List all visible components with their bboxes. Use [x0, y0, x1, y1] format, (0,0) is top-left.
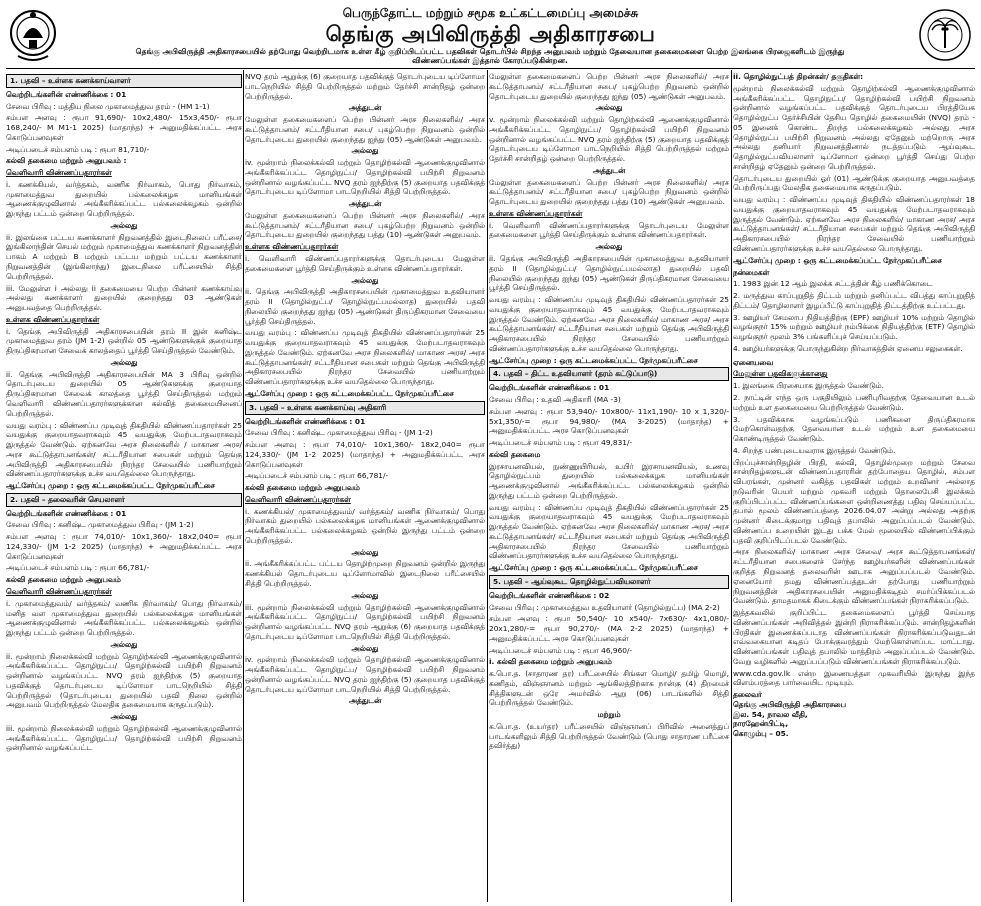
vacancy-count: வெற்றிடங்களின் எண்ணிக்கை : 01	[489, 383, 610, 393]
or-separator: அல்லது	[351, 547, 379, 557]
benefit-item: 1. 1983 இன் 12 ஆம் இலக்க சட்டத்தின் கீழ் பணிக்கொடை	[733, 279, 933, 289]
and-separator: அத்துடன்	[592, 165, 626, 175]
authority-name: தெங்கு அபிவிருத்தி அதிகாரசபை	[325, 22, 656, 46]
qualification-item: i. கணக்கியல், வர்த்தகம், வணிக நிர்வாகம், பொது நிர்வாகம், முகாமைத்துவ துறையில் பல்கலைக்கழக மானியங்கள் ஆணைக்குழுவினால் அங்கீகரிக்கப்பட்ட பல்கலைக்கழகம் ஒன்றில் இருந்து பட்டம் ஒன்றை பெற்றிருத்தல்.	[6, 179, 242, 219]
basic-salary: அடிப்படைச் சம்பளம் படி : ரூபா 49,831/-	[489, 438, 633, 448]
header-rule	[6, 68, 975, 69]
age-limit: வயது வரம்பு : விண்ணப்ப முடிவுத் திகதியில் விண்ணப்பதாரர்கள் 25 வயதுக்கு குறையாதவராகவும் 45 வயதுக்கு மேற்படாதவராகவும் இருத்தல் வேண்டும். ஏற்கனவே அரச நிலைகளில்/ மாகாண அரச/ அரச கூட்டுத்தாபனங்கள்/ சட்டரீதியான சபைகள் மற்றும் தெங்கு அபிவிருத்தி அதிகாரசபையில் நிரந்தர சேவையில் பணியாற்றும் விண்ணப்பதாரர்களுக்கு உச்ச வயதெல்லை பொருந்தாது.	[489, 295, 729, 353]
qualification-item: க.பொ.த. (சாதாரண தர) பரீட்சையில் சிங்கள மொழி/ தமிழ் மொழி, கணிதம், விஞ்ஞானம் மற்றும் ஆங்கிலத்திற்காக நான்கு (4) திறமைச் சித்திகளுடன் ஒரே அமர்வில் ஆறு (06) பாடங்களில் சித்தி பெற்றிருத்தல் வேண்டும்.	[489, 669, 729, 708]
qualification-item: ii. மூன்றாம் நிலைக்கல்வி மற்றும் தொழிற்கல்வி ஆணைக்குழுவினால் அங்கீகரிக்கப்பட்ட தொழிநுட்ப/ தொழிற்கல்வி பயிற்சி நிறுவனம் ஒன்றினால் வழங்கப்பட்ட NVQ தரம் ஐந்திற்கு (5) குறையாத பதவிக்குத் தொடர்புடைய டிப்ளோமா பாடநெறியில் சித்தி பெற்றிருத்தல் (தொடர்புடைய துறையில் பதவி நிலை ஒன்றில் அனுபவம் பெற்றிருத்தல் மேலதிக தகைமையாக கருதப்படும்).	[6, 651, 242, 710]
qualification-item: iv. மூன்றாம் நிலைக்கல்வி மற்றும் தொழிற்கல்வி ஆணைக்குழுவினால் அங்கீகரிக்கப்பட்ட தொழிநுட்ப/ தொழிற்கல்வி பயிற்சி நிறுவனம் ஒன்றினால் வழங்கப்பட்ட NVQ தரம் ஐந்திற்கு (5) குறையாத பதவிக்குத் தொடர்புடைய டிப்ளோமா பாடநெறியில் சித்தி பெற்றிருத்தல்.	[245, 158, 485, 197]
internal-applicants-heading: உள்ளக விண்ணப்பதாரர்கள்	[245, 242, 339, 252]
service-grade: சேவை பிரிவு : மத்திய நிலை முகாமைத்துவ தரம் - (HM 1-1)	[6, 101, 210, 111]
qualifications-heading: கல்வி தகைமை	[489, 449, 541, 459]
recruitment-method: ஆட்சேர்ப்பு முறை : ஒரு கட்டமைக்கப்பட்ட நேர்முகப்பரீட்சை	[489, 563, 698, 573]
or-separator: அல்லது	[351, 275, 379, 285]
column-divider	[487, 70, 488, 902]
address-line: இல. 54, நாவல வீதி,	[733, 709, 808, 719]
service-grade: சேவை பிரிவு : கனிஷ்ட முகாமைத்துவ பிரிவு - (JM 1-2)	[6, 520, 194, 530]
and-separator: அத்துடன்	[348, 199, 382, 209]
qualification-item: v. மூன்றாம் நிலைக்கல்வி மற்றும் தொழிற்கல்வி ஆணைக்குழுவினால் அங்கீகரிக்கப்பட்ட தொழிநுட்ப/ தொழிற்கல்வி பயிற்சி நிறுவனம் ஒன்றினால் வழங்கப்பட்ட NVQ தரம் ஐந்திற்கு (5) குறையாத பதவிக்குத் தொடர்புடைய டிப்ளோமா பாடநெறியில் சித்தி பெற்றிருத்தல் மற்றும் தேர்ச்சி சான்றிதழ் ஒன்றை பெற்றிருத்தல்.	[489, 115, 729, 164]
salary-scale: சம்பள அளவு : ரூபா 91,690/- 10x2,480/- 15x3,450/- ரூபா 168,240/- M M1-1 2025) (மாதாந்த) + அனுமதிக்கப்பட்ட அரச கொடுப்பனவுகள்	[6, 113, 242, 142]
intro-line-2: விண்ணப்பங்கள் இத்தால் கோரப்படுகின்றன.	[412, 56, 568, 66]
qualifications-heading: கல்வி தகைமை மற்றும் அனுபவம்	[6, 575, 121, 585]
internal-applicants-heading: உள்ளக விண்ணப்பதாரர்கள்	[6, 314, 100, 324]
salary-scale: சம்பள அளவு : ரூபா 50,540/- 10 x540/- 7x630/- 4x1,080/- 20x1,280/-= ரூபா 90,270/- (MA 2-2 2025) (மாதாந்த) + அனுமதிக்கப்பட்ட அரச கொடுப்பனவுகள்	[489, 614, 729, 643]
other-heading: ஏனையவை	[733, 357, 774, 367]
signatory-title: தலைவர்	[733, 690, 762, 700]
technical-skills-heading: ii. தொழில்நுட்பத் திறன்கள்/ தகுதிகள்:	[733, 72, 864, 81]
qualification-item: ii. தெங்கு அபிவிருத்தி அதிகாரசபையின் MA 3 பிரிவு ஒன்றில் தொடர்புடைய துறையில் 05 ஆண்டுகளுக்கு குறையாத திருப்திகரமான சேவைக் காலத்தை பூர்த்தி செய்திருத்தல் மற்றும் வெளிவாரி விண்ணப்பதாரர்களுக்கான கல்வித் தகைமையினைப் பெற்றிருத்தல்.	[6, 369, 242, 418]
section-title: 5. பதவி – ஆய்வுகூட தொழில்நுட்பவியலாளர்	[489, 575, 729, 589]
term-item: 2. நாட்டின் எந்த ஒரு பகுதியிலும் பணிபுரிவதற்கு தேவையான உடல் மற்றும் உள தகைமையை பெற்றிருத்தல் வேண்டும்.	[733, 392, 975, 412]
recruitment-method: ஆட்சேர்ப்பு முறை : ஒரு கட்டமைக்கப்பட்ட நேர்முகப்பரீட்சை	[489, 355, 698, 365]
qualification-item: ii. தெங்கு அபிவிருத்தி அதிகாரசபையின் முகாமைத்துவ உதவியாளர் தரம் II (தொழில்நுட்ப/ தொழில்நுட்பமல்லாத) துறையில் பதவி நிலையில் குறைந்தது ஐந்து (05) ஆண்டுகள் திருப்திகரமான சேவையை பூர்த்தி செய்திருத்தல்.	[245, 287, 485, 326]
benefits-heading: நன்மைகள்	[733, 267, 770, 277]
or-separator: அல்லது	[595, 103, 623, 113]
salary-scale: சம்பள அளவு : ரூபா 74,010/- 10x1,360/- 18x2,040= ரூபா 124,330/- (JM 1-2 2025) (மாதாந்த) + அனுமதிக்கப்பட்ட அரச கொடுப்பனவுகள்	[245, 440, 485, 469]
benefit-item: 2. மருத்துவ காப்புறுதித் திட்டம் மற்றும் தனிப்பட்ட விபத்து காப்புறுதித் திட்டம்/ தொழிலாளர் இழப்பீட்டு காப்புறுதித் திட்டத்திற்கு உட்பட்டது.	[733, 291, 975, 310]
qualification-item: மேலுள்ள தகைமைகளைப் பெற்ற பின்னர் அரச நிலைகளில்/ அரச கூட்டுத்தாபனம்/ சட்டரீதியான சபை/ புகழ்பெற்ற நிறுவனம் ஒன்றில் தொடர்புடைய துறையில் குறைந்தது பத்து (10) ஆண்டுகள் அனுபவம்.	[245, 210, 485, 240]
internal-applicants-heading: உள்ளக விண்ணப்பதாரர்கள்	[489, 208, 583, 218]
benefit-item: 4. ஊழியர்களுக்கு பொருந்துகின்ற நிர்வாகத்தின் ஏனைய சலுகைகள்.	[733, 343, 963, 353]
term-item: இத்தகவலில் குறிப்பிட்ட தகைமைகளைப் பூர்த்தி செய்யாத விண்ணப்பங்கள் அறிவித்தல் இன்றி நிராகரிக்கப்படும். சான்றிதழ்களின் பிரதிகள் இணைக்கப்படாத விண்ணப்பங்கள் நிராகரிக்கப்படுவதுடன் எவ்வகையான கடிதப் போக்குவரத்தும் மேற்கொள்ளப்பட மாட்டாது. விண்ணப்பங்கள் பதிவுத் தபாலில் மாத்திரம் அனுப்பப்படல் வேண்டும். வேறு வழிகளில் அனுப்பப்படும் விண்ணப்பங்கள் நிராகரிக்கப்படும்.	[733, 608, 975, 666]
address-line: நாரஹேன்பிட்டி,	[733, 719, 789, 729]
qualification-item: i. கணக்கியல்/ முகாமைத்துவம்/ வர்த்தகம்/ வணிக நிர்வாகம்/ பொது நிர்வாகம் துறையில் பல்கலைக்கழக மானியங்கள் ஆணைக்குழுவினால் அங்கீகரிக்கப்பட்ட பல்கலைக்கழகம் ஒன்றில் இருந்து பட்டம் ஒன்றை பெற்றிருத்தல்.	[245, 506, 485, 545]
basic-salary: அடிப்படைச் சம்பளம் படி : ரூபா 46,960/-	[489, 645, 633, 655]
qualification-item: மூன்றாம் நிலைக்கல்வி மற்றும் தொழிற்கல்வி ஆணைக்குழுவினால் அங்கீகரிக்கப்பட்ட தொழிநுட்ப/ தொழிற்கல்வி பயிற்சி நிறுவனம் ஒன்றினால் வழங்கப்பட்ட பதவிக்குத் தொடர்புடைய பிரத்தியேக தொழில்நுட்ப தேர்ச்சியின் தேசிய தொழில் தகைமையின் (NVQ) தரம் - 05 இனைக் கொண்ட திறந்த பல்கலைக்கழகம் அல்லது அரச தொழில்நுட்ப பயிற்சி நிறுவனம் அல்லது ஏதேனும் மற்றொரு அரச அல்லது தனியார் நிறுவனத்தினால் நடத்தப்படும் ஆய்வுகூட தொழில்நுட்பவியலாளர் டிப்ளோமா ஒன்றை பூர்த்தி செய்து பெற்ற சான்றிதழ் ஏதேனும் ஒன்றை பெற்றிருத்தல்.	[733, 83, 975, 171]
and-separator: அத்துடன்	[348, 696, 382, 706]
qualification-item: ii. தெங்கு அபிவிருத்தி அதிகாரசபையின் முகாமைத்துவ உதவியாளர் தரம் II (தொழில்நுட்ப/ தொழில்நுட்பமல்லாத) துறையில் பதவி நிலையில் குறைந்தது ஐந்து (05) ஆண்டுகள் திருப்திகரமான சேவையை பூர்த்தி செய்திருத்தல்.	[489, 254, 729, 293]
cda-logo-icon	[918, 8, 972, 62]
ministry-name: பெருந்தோட்ட மற்றும் சமூக உட்கட்டமைப்பு அமைச்சு	[342, 6, 639, 20]
section-title: 1. பதவி – உள்ளக கணக்காய்வாளர்	[6, 74, 242, 88]
or-separator: அல்லது	[110, 639, 138, 649]
term-item: 3. பதவிக்காக வழங்கப்படும் பணிகளை திருப்திகரமாக மேற்கொள்வதற்கு தேவையான உடல் மற்றும் உள தகைமையை கொண்டிருத்தல் வேண்டும்.	[733, 414, 975, 444]
service-grade: சேவை பிரிவு : உதவி அதிகாரி (MA -3)	[489, 394, 621, 404]
recruitment-method: ஆட்சேர்ப்பு முறை : ஒரு கட்டமைக்கப்பட்ட நேர்முகப்பரீட்சை	[733, 255, 942, 265]
recruitment-method: ஆட்சேர்ப்பு முறை : ஒரு கட்டமைக்கப்பட்ட நேர்முகப்பரீட்சை	[6, 481, 215, 491]
qualification-item: NVQ தரம் ஆறுக்கு (6) குறையாத பதவிக்குத் தொடர்புடைய டிப்ளோமா பாடநெறியில் சித்தி பெற்றிருத்தல் மற்றும் தேர்ச்சி சான்றிதழ் ஒன்றை பெற்றிருத்தல்.	[245, 72, 485, 101]
qualification-item: i. வெளிவாரி விண்ணப்பதாரர்களுக்கு தொடர்புடைய மேலுள்ள தகைமைகளை பூர்த்தி செய்திருக்கும் உள்ளக விண்ணப்பதாரர்கள்.	[489, 220, 729, 240]
or-separator: அல்லது	[110, 220, 138, 230]
column-2	[245, 72, 485, 902]
qualification-item: மேலுள்ள தகைமைகளைப் பெற்ற பின்னர் அரச நிலைகளில்/ அரச கூட்டுத்தாபனம்/ சட்டரீதியான சபை/ புகழ்பெற்ற நிறுவனம் ஒன்றில் தொடர்புடைய துறையில் குறைந்தது பத்து (10) ஆண்டுகள் அனுபவம்.	[489, 177, 729, 207]
age-limit: வயது வரம்பு : விண்ணப்ப முடிவுத் திகதியில் விண்ணப்பதாரர்கள் 18 வயதுக்கு குறையாதவராகவும் 45 வயதுக்கு மேற்படாதவராகவும் இருத்தல் வேண்டும். ஏற்கனவே அரச நிலைகளில்/ மாகாண அரச/ அரச கூட்டுத்தாபனங்கள்/ சட்டரீதியான சபைகள் மற்றும் தெங்கு அபிவிருத்தி அதிகாரசபையில் நிரந்தர சேவையில் பணியாற்றும் விண்ணப்பதாரர்களுக்கு உச்ச வயதெல்லை பொருந்தாது.	[733, 195, 975, 254]
qualification-item: மேலுள்ள தகைமைகளைப் பெற்ற பின்னர் அரச நிலைகளில்/ அரச கூட்டுத்தாபனம்/ சட்டரீதியான சபை/ புகழ்பெற்ற நிறுவனம் ஒன்றில் தொடர்புடைய துறையில் குறைந்தது ஐந்து (05) ஆண்டுகள் அனுபவம்.	[489, 72, 729, 101]
vacancy-count: வெற்றிடங்களின் எண்ணிக்கை : 01	[245, 416, 366, 426]
age-limit: வயது வரம்பு : விண்ணப்ப முடிவுத் திகதியில் விண்ணப்பதாரர்கள் 25 வயதுக்கு குறையாதவராகவும் 45 வயதுக்கு மேற்படாதவராகவும் இருத்தல் வேண்டும். ஏற்கனவே அரச நிலைகளில்/ மாகாண அரச/ அரச கூட்டுத்தாபனங்கள்/ சட்டரீதியான சபைகள் மற்றும் தெங்கு அபிவிருத்தி அதிகாரசபையில் நிரந்தர சேவையில் பணியாற்றும் விண்ணப்பதாரர்களுக்கு உச்ச வயதெல்லை பொருந்தாது.	[245, 328, 485, 387]
signatory-org: தெங்கு அபிவிருத்தி அதிகாரசபை	[733, 699, 847, 709]
term-item: 4. சிறந்த பண்புடையவராக இருத்தல் வேண்டும்.	[733, 445, 896, 455]
column-1	[6, 72, 242, 902]
section-title: 4. பதவி – திட்ட உதவியாளர் (தரம் கட்டுப்பாடு)	[489, 367, 729, 381]
qualifications-heading: கல்வி தகைமை மற்றும் அனுபவம்	[245, 483, 360, 493]
column-3	[489, 72, 729, 902]
page-header	[0, 0, 981, 68]
qualification-item: iii. மூன்றாம் நிலைக்கல்வி மற்றும் தொழிற்கல்வி ஆணைக்குழுவினால் அங்கீகரிக்கப்பட்ட தொழிநுட்ப/ தொழிற்கல்வி பயிற்சி நிறுவனம் ஒன்றினால் வழங்கப்பட்ட NVQ தரம் ஆறுக்கு (6) குறையாத பதவிக்குத் தொடர்புடைய டிப்ளோமா பாடநெறியில் சித்தி பெற்றிருத்தல்.	[245, 602, 485, 641]
qualification-item: iii. மூன்றாம் நிலைக்கல்வி மற்றும் தொழிற்கல்வி ஆணைக்குழுவினால் அங்கீகரிக்கப்பட்ட தொழிநுட்ப/ தொழிற்கல்வி பயிற்சி நிறுவனம் ஒன்றினால் வழங்கப்பட்ட	[6, 723, 242, 753]
recruitment-method: ஆட்சேர்ப்பு முறை : ஒரு கட்டமைக்கப்பட்ட நேர்முகப்பரீட்சை	[245, 388, 454, 398]
or-separator: அல்லது	[351, 146, 379, 156]
benefit-item: 3. ஊழியர் சேமலாப நிதியத்திற்கு (EPF) ஊழியர் 10% மற்றும் தொழில் வழங்குநர் 15% மற்றும் ஊழியர் நம்பிக்கை நிதியத்திற்கு (ETF) தொழில் வழங்குநர் மூலம் 3% பங்களிப்புச் செய்யப்படும்.	[733, 312, 975, 342]
term-item: அரச நிலைகளில்/ மாகாண அரச சேவை/ அரச கூட்டுத்தாபனங்கள்/ சட்டரீதியான சபைகளைச் சேர்ந்த ஊழியர்களின் விண்ணப்பங்கள் குறித்த நிறுவனத் தலைவரின் ஊடாக அனுப்பப்படல் வேண்டும். ஏனையோர் தமது விண்ணப்பத்துடன் தற்போது பணியாற்றும் நிறுவனத்தின் அதிகாரசபையின் அனுமதிக்கடிதம் சமர்ப்பிக்கப்படல் வேண்டும். தாமதமாகக் கிடைக்கும் விண்ணப்பங்கள் நிராகரிக்கப்படும்.	[733, 547, 975, 606]
section-title: 2. பதவி – தலைவரின் செயலாளர்	[6, 493, 242, 507]
or-separator: அல்லது	[351, 643, 379, 653]
column-divider	[243, 70, 244, 902]
qualification-item: iv. மூன்றாம் நிலைக்கல்வி மற்றும் தொழிற்கல்வி ஆணைக்குழுவினால் அங்கீகரிக்கப்பட்ட தொழிநுட்ப/ தொழிற்கல்வி பயிற்சி நிறுவனம் ஒன்றினால் வழங்கப்பட்ட NVQ தரம் ஐந்திற்கு (5) குறையாத பதவிக்குத் தொடர்புடைய டிப்ளோமா பாடநெறியில் சித்தி பெற்றிருத்தல்.	[245, 655, 485, 694]
basic-salary: அடிப்படைச் சம்பளம் படி : ரூபா 66,781/-	[245, 471, 389, 481]
external-applicants-heading: வெளிவாரி விண்ணப்பதாரர்கள்	[245, 494, 351, 504]
and-separator: மற்றும்	[597, 710, 621, 720]
column-divider	[731, 70, 732, 902]
basic-salary: அடிப்படைச் சம்பளம் படி : ரூபா 81,710/-	[6, 144, 150, 154]
external-applicants-heading: வெளிவாரி விண்ணப்பதாரர்கள்	[6, 586, 112, 596]
qualification-item: i. தெங்கு அபிவிருத்தி அதிகாரசபையின் தரம் II இன் கனிஷ்ட முகாமைத்துவ தரம் (JM 1-2) ஒன்றில் 05 ஆண்டுகளுக்குக் குறையாத திருப்திகரமான சேவைக் காலத்தைப் பூர்த்தி செய்திருத்தல் வேண்டும்.	[6, 326, 242, 356]
qualification-item: i. முகாமைத்துவம்/ வர்த்தகம்/ வணிக நிர்வாகம்/ பொது நிர்வாகம்/ மனித வள முகாமைத்துவ துறையில் பல்கலைக்கழக மானியங்கள் ஆணைக்குழுவினால் அங்கீகரிக்கப்பட்ட பல்கலைக்கழகம் ஒன்றில் இருந்து பட்டம் ஒன்றை பெற்றிருத்தல்.	[6, 598, 242, 638]
service-grade: சேவை பிரிவு : முகாமைத்துவ உதவியாளர் (தொழில்நுட்ப) (MA 2-2)	[489, 602, 720, 612]
terms-heading: மேலுள்ள பதவிகளுக்கானது	[733, 369, 828, 379]
external-applicants-heading: வெளிவாரி விண்ணப்பதாரர்கள்	[6, 168, 112, 178]
section-title: 3. பதவி – உள்ளக கணக்காய்வு அதிகாரி	[245, 401, 485, 415]
or-separator: அல்லது	[110, 357, 138, 367]
qualifications-heading: i. கல்வி தகைமை மற்றும் அனுபவம்	[489, 657, 612, 667]
age-limit: வயது வரம்பு : விண்ணப்ப முடிவுத் திகதியில் விண்ணப்பதாரர்கள் 25 வயதுக்கு குறையாதவராகவும் 45 வயதுக்கு மேற்படாதவராகவும் இருத்தல் வேண்டும். ஏற்கனவே அரச நிலைகளில்/ மாகாண அரச/ அரச கூட்டுத்தாபனங்கள்/ சட்டரீதியான சபைகள் மற்றும் தெங்கு அபிவிருத்தி அதிகாரசபையில் நிரந்தர சேவையில் பணியாற்றும் விண்ணப்பதாரர்களுக்கு உச்ச வயதெல்லை பொருந்தாது.	[489, 502, 729, 561]
qualification-item: i. வெளிவாரி விண்ணப்பதாரர்களுக்கு தொடர்புடைய மேலுள்ள தகைமைகளை பூர்த்தி செய்திருக்கும் உள்ளக விண்ணப்பதாரர்கள்.	[245, 254, 485, 273]
age-limit: வயது வரம்பு : விண்ணப்ப முடிவுத் திகதியில் விண்ணப்பதாரர்கள் 25 வயதுக்கு குறையாதவராகவும் 45 வயதுக்கு மேற்படாதவராகவும் இருத்தல் வேண்டும். ஏற்கனவே அரச நிலைகளில் / மாகாண அரச/ அரச கூட்டுத்தாபனங்கள்/ சட்டரீதியான சபைகள் மற்றும் தெங்கு அபிவிருத்தி அதிகாரசபையில் நிரந்தர சேவையில் பணியாற்றும் விண்ணப்பதாரர்களுக்கு உச்ச வயதெல்லை பொருந்தாது.	[6, 420, 242, 479]
vacancy-count: வெற்றிடங்களின் எண்ணிக்கை : 01	[6, 89, 127, 99]
salary-scale: சம்பள அளவு : ரூபா 53,940/- 10x800/- 11x1,190/- 10 x 1,320/- 5x1,350/-= ரூபா 94,980/- (MA 3-2025) (மாதாந்த) + அனுமதிக்கப்பட்ட அரச கொடுப்பனவுகள்	[489, 406, 729, 436]
or-separator: அல்லது	[595, 242, 623, 252]
salary-scale: சம்பள அளவு : ரூபா 74,010/- 10x1,360/- 18x2,040= ரூபா 124,330/- (JM 1-2 2025) (மாதாந்த) + அனுமதிக்கப்பட்ட அரச கொடுப்பனவுகள்	[6, 532, 242, 561]
qualification-item: ii. அங்கீகரிக்கப்பட்ட பட்டய தொழிற்முறை நிறுவனம் ஒன்றில் இருந்து கணக்கியல் தொடர்புடைய டிப்ளோமாவில் இடைநிலை பரீட்சையில் சித்தி பெற்றிருத்தல்.	[245, 559, 485, 588]
or-separator: அல்லது	[110, 712, 138, 722]
qualification-item: iii. மேலுள்ள i அல்லது ii தகைமையை பெற்ற பின்னர் கணக்காய்வு அல்லது கணக்காளர் துறையில் குறைந்தது 03 ஆண்டுகள் அனுபவத்தை பெற்றிருத்தல்.	[6, 283, 242, 313]
term-item: 1. இலங்கை பிரசையாக இருத்தல் வேண்டும்.	[733, 381, 884, 391]
qualification-item: மேலுள்ள தகைமைகளைப் பெற்ற பின்னர் அரச நிலைகளில்/ அரச கூட்டுத்தாபனம்/ சட்டரீதியான சபை/ புகழ்பெற்ற நிறுவனம் ஒன்றில் தொடர்புடைய துறையில் குறைந்தது ஐந்து (05) ஆண்டுகள் அனுபவம்.	[245, 115, 485, 144]
qualification-item: தொடர்புடைய துறையில் ஓர் (01) ஆண்டுக்கு குறையாத அனுபவத்தை பெற்றிருப்பது மேலதிக தகைமையாக கருதப்படும்.	[733, 173, 975, 193]
service-grade: சேவை பிரிவு : கனிஷ்ட முகாமைத்துவ பிரிவு - (JM 1-2)	[245, 428, 433, 438]
or-separator: அல்லது	[351, 590, 379, 600]
basic-salary: அடிப்படைச் சம்பளம் படி : ரூபா 66,781/-	[6, 563, 150, 573]
qualification-item: இரசாயனவியல், நுண்ணுயிரியல், உயிர் இரசாயனவியல், உணவு தொழில்நுட்பம் துறையில் பல்கலைக்கழக மானியங்கள் ஆணைக்குழுவினால் அங்கீகரிக்கப்பட்ட பல்கலைக்கழகம் ஒன்றில் இருந்து பட்டம் ஒன்றை பெற்றிருத்தல்.	[489, 461, 729, 500]
intro-line-1: தெங்கு அபிவிருத்தி அதிகாரசபையில் தற்போது வெற்றிடமாக உள்ள கீழ் குறிப்பிடப்பட்ட பதவிகள் தொடர்பில் சிறந்த அனுபவம் மற்றும் தேவையான தகைமைகளை பெற்ற இலங்கை பிரஜைகளிடம் இருந்து	[135, 47, 845, 56]
qualifications-heading: கல்வி தகைமை மற்றும் அனுபவம் :	[6, 156, 127, 166]
signature-block	[733, 690, 975, 739]
intro-text	[60, 47, 920, 66]
term-item: பிறப்புச்சான்றிதழின் பிரதி, கல்வி, தொழில்முறை மற்றும் சேவை சான்றிதழ்களுடன் விண்ணப்பதாரரின் தற்போதைய தொழில், சம்பள விபரங்கள், முன்னர் வகித்த பதவிகள் மற்றும் உறவினர் அல்லாத நடுவரின் பெயர் மற்றும் முகவரி மற்றும் தொலைபேசி இலக்கம் குறிப்பிடப்பட்ட விண்ணப்பங்களை ஒன்றிணைத்து பதிவு செய்யப்பட்ட தபால் மூலம் விண்ணப்பத்தை 2026.04.07 அன்று அல்லது அதற்கு முன்னர் கிடைக்குமாறு பதிவுத் தபாலில் அனுப்பப்படல் வேண்டும். விண்ணப்ப உறையின் இடது பக்க மேல் மூலையில் விண்ணப்பிக்கும் பதவி குறிப்பிடப்படல் வேண்டும்.	[733, 457, 975, 545]
term-item: www.cda.gov.lk என்ற இணையத்தள முகவரியில் இருந்து இந்த விளம்பரத்தை பார்வையிட முடியும்.	[733, 668, 975, 688]
vacancy-count: வெற்றிடங்களின் எண்ணிக்கை : 02	[489, 590, 610, 600]
and-separator: அத்துடன்	[348, 103, 382, 113]
qualification-item: ii. இலங்கை பட்டய கணக்காளர் நிறுவனத்தில் இடைநிலைப் பரீட்சை/ இங்கிலாந்தின் செயல் மற்றும் முகாமைத்துவ கணக்காளர் நிறுவனத்தின் பாகம் A மற்றும் B மற்றும் பட்டய மற்றும் பட்டய கணக்காளர் நிறுவனத்தின் (இங்கிலாந்து) இடைநிலை பரீட்சையில் சித்தி பெற்றிருத்தல்.	[6, 232, 242, 281]
vacancy-count: வெற்றிடங்களின் எண்ணிக்கை : 01	[6, 508, 127, 518]
address-line: கொழும்பு – 05.	[733, 729, 789, 739]
qualification-item: க.பொ.த. (உயர்தர) பரீட்சையில் விஞ்ஞானப் பிரிவில் அனைத்துப் பாடங்களிலும் சித்தி பெற்றிருத்தல் வேண்டும் (பொது சாதாரண பரீட்சை தவிர்த்து)	[489, 721, 729, 751]
column-4	[733, 72, 975, 902]
